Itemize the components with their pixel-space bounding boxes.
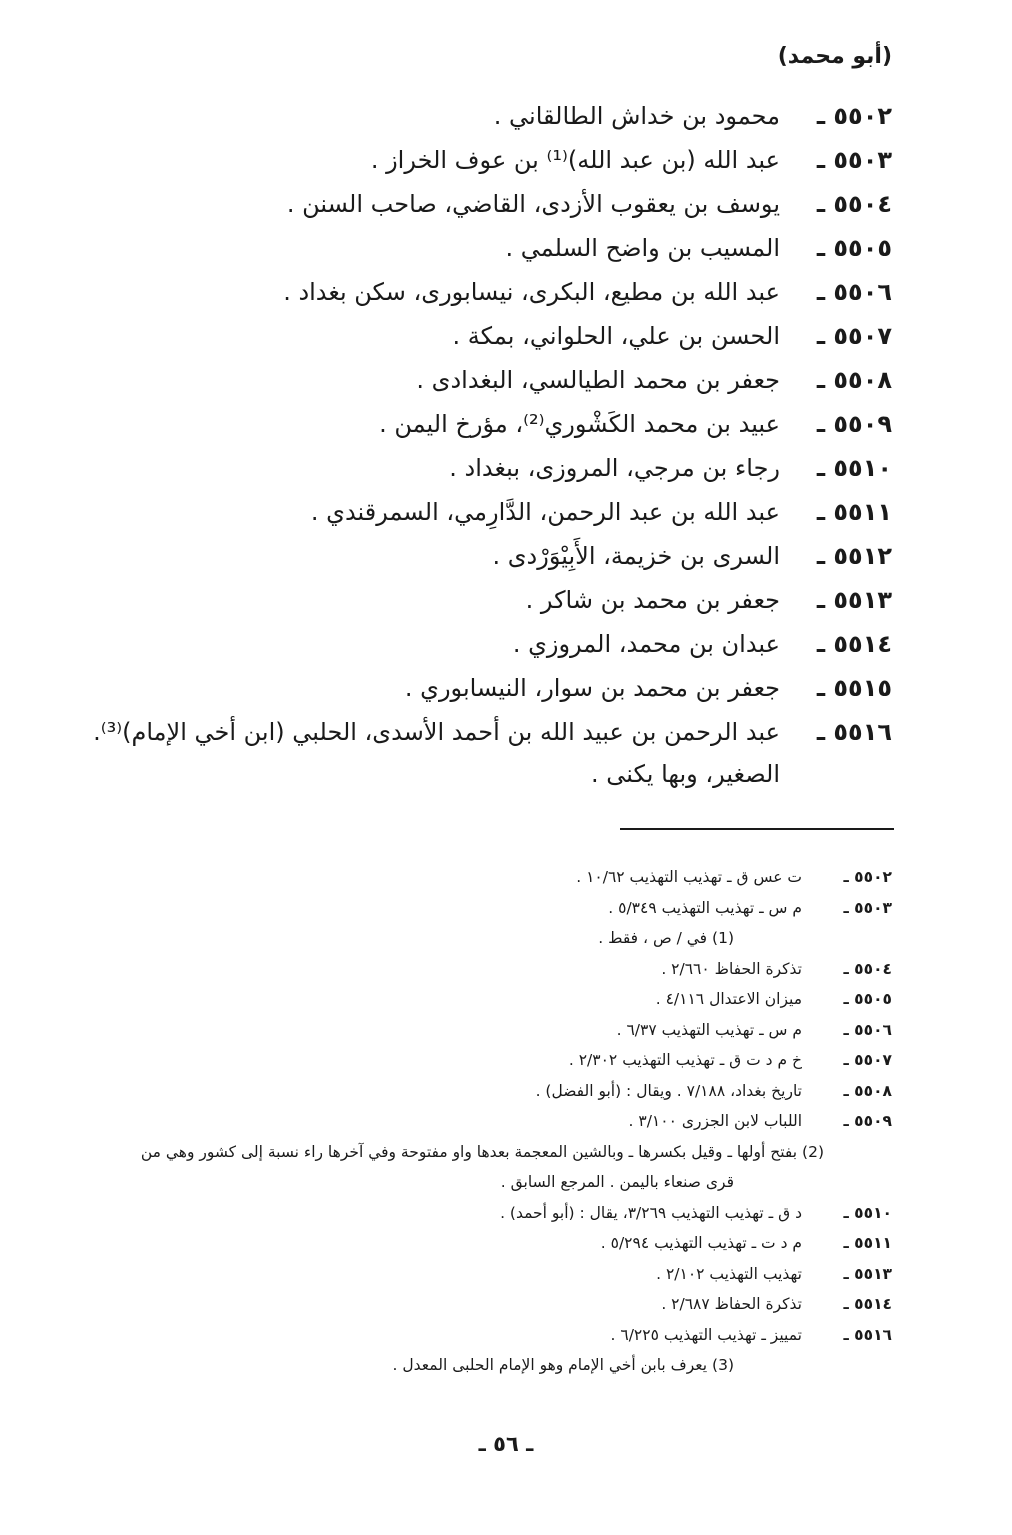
entry [92,622,892,666]
running-header: (أبو محمد) [777,44,892,69]
reference-note [102,1015,892,1046]
entry [92,270,892,314]
entry-list [92,94,892,794]
note-text: اللباب لابن الجزرى ٣/١٠٠ . [628,1112,802,1130]
note-text: م س ـ تهذيب التهذيب ٦/٣٧ . [616,1020,802,1039]
note-number: ٥٥٠٧ ـ [843,1051,892,1069]
note-number: ٥٥٠٣ ـ [843,898,892,917]
reference-note [102,1228,892,1259]
entry-number: ٥٥١٣ ـ [816,586,892,614]
entry [92,94,892,138]
note-number: ٥٥١١ ـ [843,1234,892,1252]
footnote [102,1350,892,1381]
entry-text: عبدان بن محمد، المروزي . [512,630,780,658]
note-number: ٥٥١٠ ـ [843,1203,892,1222]
entry [92,358,892,402]
entry-number: ٥٥٠٦ ـ [816,278,892,306]
reference-note [102,1320,892,1351]
entry-number: ٥٥١٦ ـ [816,718,892,746]
note-number: ٥٥١٣ ـ [843,1264,892,1283]
entry-number: ٥٥٠٩ ـ [816,410,892,438]
entry [92,314,892,358]
note-text: ت عس ق ـ تهذيب التهذيب ١٠/٦٢ . [576,868,802,886]
entry [92,490,892,534]
reference-note [102,1045,892,1076]
entry [92,710,892,754]
note-number: ٥٥٠٥ ـ [843,990,892,1008]
entry [92,402,892,446]
footnote [102,1137,892,1168]
note-text: (2) بفتح أولها ـ وقيل بكسرها ـ وبالشين المعجمة بعدها واو مفتوحة وفي آخرها راء نسبة إلى كشور وهي من [140,1142,824,1161]
note-text: تذكرة الحفاظ ٢/٦٨٧ . [661,1295,802,1313]
footnote-separator [620,828,894,830]
entry-number: ٥٥٠٣ ـ [816,146,892,174]
entry-number: ٥٥١٢ ـ [816,542,892,570]
reference-note [102,954,892,985]
entry-number: ٥٥٠٥ ـ [816,234,892,262]
entry-continuation: الصغير، وبها يكنى . [591,760,780,788]
entry-text: عبد الله بن مطيع، البكرى، نيسابورى، سكن بغداد . [283,278,780,306]
note-number: ٥٥١٦ ـ [843,1325,892,1344]
entry-text: يوسف بن يعقوب الأزدى، القاضي، صاحب السنن . [286,190,780,218]
entry-number: ٥٥١٠ ـ [816,454,892,482]
entry [92,534,892,578]
entry [92,138,892,182]
note-number: ٥٥١٤ ـ [843,1295,892,1313]
entry-text: المسيب بن واضح السلمي . [505,234,780,262]
entry-text: عبد الله (بن عبد الله)⁽¹⁾ بن عوف الخراز . [370,146,780,174]
footnote [102,923,892,954]
entry-number: ٥٥١٥ ـ [816,674,892,702]
note-text: د ق ـ تهذيب التهذيب ٣/٢٦٩، يقال : (أبو أحمد) . [500,1203,802,1222]
entry-number: ٥٥٠٤ ـ [816,190,892,218]
entry-number: ٥٥١٤ ـ [816,630,892,658]
entry-text: جعفر بن محمد بن سوار، النيسابوري . [404,674,780,702]
entry [92,666,892,710]
reference-note [102,893,892,924]
note-text: تهذيب التهذيب ٢/١٠٢ . [656,1264,802,1283]
entry-text: جعفر بن محمد الطيالسي، البغدادى . [416,366,780,394]
note-text: (1) في / ص ، فقط . [598,929,734,947]
note-number: ٥٥٠٦ ـ [843,1020,892,1039]
entry [92,226,892,270]
footnote-list [102,862,892,1381]
entry-text: الحسن بن علي، الحلواني، بمكة . [452,322,780,350]
reference-note [102,1076,892,1107]
footnote [102,1167,892,1198]
entry-text: عبد الرحمن بن عبيد الله بن أحمد الأسدى، الحلبي (ابن أخي الإمام)⁽³⁾. [93,718,780,746]
entry-text: عبد الله بن عبد الرحمن، الدَّارِمي، السمرقندي . [310,498,780,526]
entry-text: جعفر بن محمد بن شاكر . [525,586,780,614]
entry [92,182,892,226]
entry-number: ٥٥٠٨ ـ [816,366,892,394]
page-number: ـ ٥٦ ـ [478,1432,534,1456]
note-number: ٥٥٠٢ ـ [843,868,892,886]
reference-note [102,1259,892,1290]
reference-note [102,984,892,1015]
note-text: تاريخ بغداد، ٧/١٨٨ . ويقال : (أبو الفضل) . [535,1081,802,1100]
reference-note [102,1289,892,1320]
reference-note [102,862,892,893]
note-text: م س ـ تهذيب التهذيب ٥/٣٤٩ . [608,898,802,917]
note-text: تذكرة الحفاظ ٢/٦٦٠ . [661,959,802,978]
entry-number: ٥٥٠٧ ـ [816,322,892,350]
reference-note [102,1106,892,1137]
entry [92,578,892,622]
entry-text: السرى بن خزيمة، الأَبِيْوَرْدى . [492,542,780,570]
note-text: تمييز ـ تهذيب التهذيب ٦/٢٢٥ . [610,1325,802,1344]
note-text: خ م د ت ق ـ تهذيب التهذيب ٢/٣٠٢ . [568,1051,802,1069]
note-text: ميزان الاعتدال ٤/١١٦ . [655,990,802,1008]
note-text: م د ت ـ تهذيب التهذيب ٥/٢٩٤ . [600,1234,802,1252]
entry-text: رجاء بن مرجي، المروزى، ببغداد . [449,454,780,482]
reference-note [102,1198,892,1229]
note-text: (3) يعرف بابن أخي الإمام وهو الإمام الحلبى المعدل . [392,1356,734,1374]
note-number: ٥٥٠٨ ـ [843,1081,892,1100]
note-number: ٥٥٠٤ ـ [843,959,892,978]
entry-number: ٥٥٠٢ ـ [816,102,892,130]
entry [92,446,892,490]
entry-number: ٥٥١١ ـ [816,498,892,526]
note-text: قرى صنعاء باليمن . المرجع السابق . [500,1173,734,1191]
entry-text: عبيد بن محمد الكَشْوري⁽²⁾، مؤرخ اليمن . [379,410,780,438]
note-number: ٥٥٠٩ ـ [843,1112,892,1130]
entry-text: محمود بن خداش الطالقاني . [493,102,780,130]
